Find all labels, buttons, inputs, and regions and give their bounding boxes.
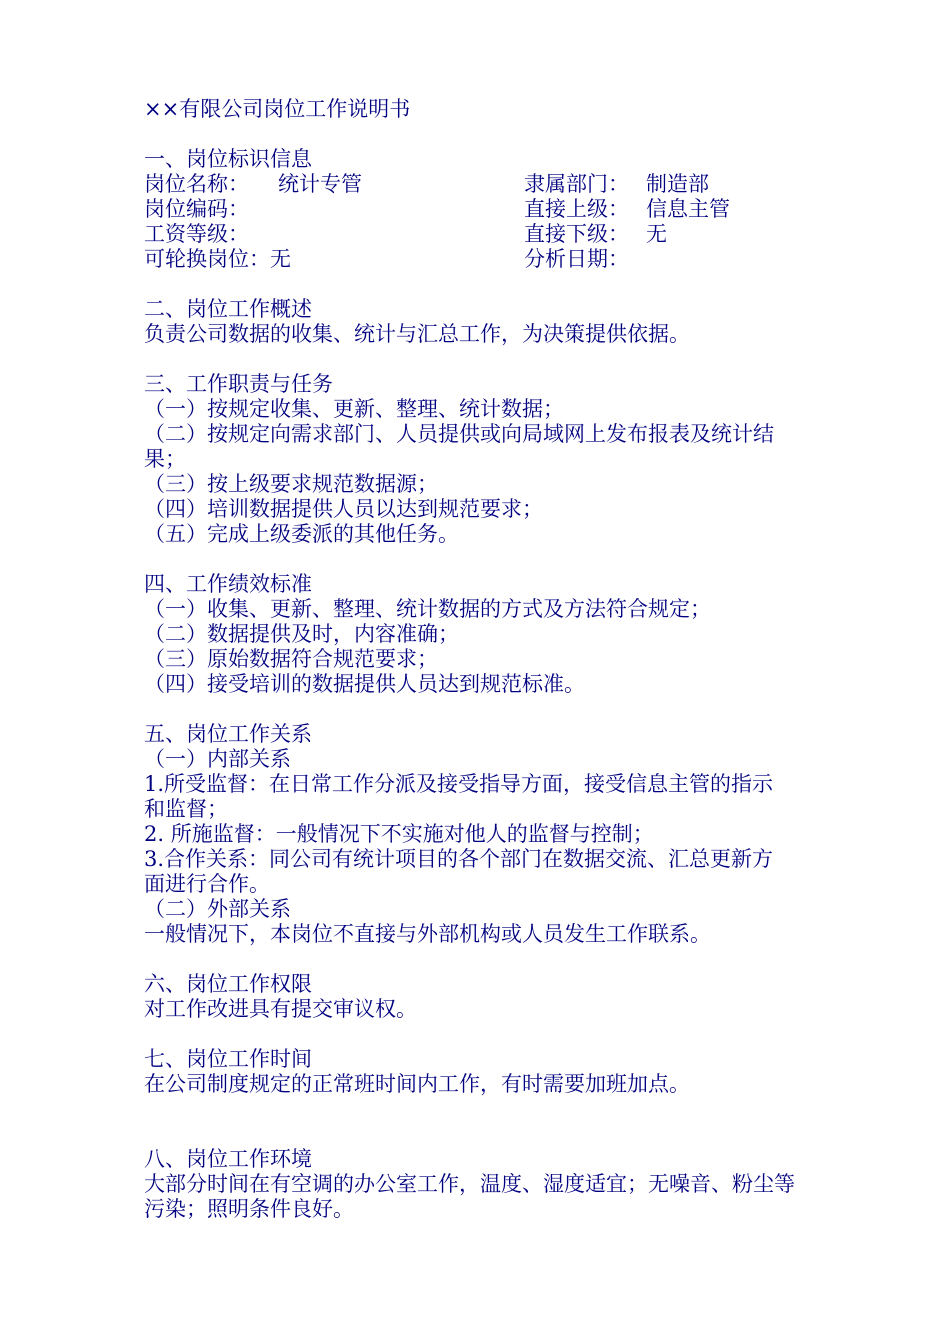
body-line: 负责公司数据的收集、统计与汇总工作，为决策提供依据。 xyxy=(144,322,690,346)
body-line: 果； xyxy=(144,447,186,471)
info-label: 岗位名称： xyxy=(144,172,249,196)
info-value: 统计专管 xyxy=(278,172,362,196)
info-row xyxy=(144,247,824,272)
info-label: 直接上级： xyxy=(524,197,629,221)
section-heading: 三、工作职责与任务 xyxy=(144,372,333,396)
section-heading: 六、岗位工作权限 xyxy=(144,972,312,996)
info-value: 无 xyxy=(646,222,667,246)
document-page xyxy=(144,97,824,1222)
info-label: 隶属部门： xyxy=(524,172,629,196)
section-heading: 一、岗位标识信息 xyxy=(144,147,312,171)
info-value: 信息主管 xyxy=(646,197,730,221)
body-line: 2. 所施监督：一般情况下不实施对他人的监督与控制； xyxy=(144,822,654,846)
body-line: （一）内部关系 xyxy=(144,747,291,771)
body-line: （一）收集、更新、整理、统计数据的方式及方法符合规定； xyxy=(144,597,711,621)
document-title: ××有限公司岗位工作说明书 xyxy=(144,97,411,121)
info-label: 岗位编码： xyxy=(144,197,249,221)
body-line: （三）按上级要求规范数据源； xyxy=(144,472,438,496)
body-line: （二）外部关系 xyxy=(144,897,291,921)
body-line: （二）按规定向需求部门、人员提供或向局域网上发布报表及统计结 xyxy=(144,422,774,446)
info-label: 工资等级： xyxy=(144,222,249,246)
info-label: 分析日期： xyxy=(524,247,629,271)
body-line: 对工作改进具有提交审议权。 xyxy=(144,997,417,1021)
body-line: （五）完成上级委派的其他任务。 xyxy=(144,522,459,546)
body-line: （二）数据提供及时，内容准确； xyxy=(144,622,459,646)
info-row xyxy=(144,172,824,197)
info-value: 无 xyxy=(270,247,291,271)
section-heading: 二、岗位工作概述 xyxy=(144,297,312,321)
body-line: （一）按规定收集、更新、整理、统计数据； xyxy=(144,397,564,421)
info-row xyxy=(144,222,824,247)
body-line: （三）原始数据符合规范要求； xyxy=(144,647,438,671)
body-line: 污染；照明条件良好。 xyxy=(144,1197,354,1221)
body-line: （四）接受培训的数据提供人员达到规范标准。 xyxy=(144,672,585,696)
body-line: 大部分时间在有空调的办公室工作，温度、湿度适宜；无噪音、粉尘等 xyxy=(144,1172,795,1196)
body-line: 3.合作关系：同公司有统计项目的各个部门在数据交流、汇总更新方 xyxy=(144,847,774,871)
section-heading: 八、岗位工作环境 xyxy=(144,1147,312,1171)
body-line: 在公司制度规定的正常班时间内工作，有时需要加班加点。 xyxy=(144,1072,690,1096)
body-line: 一般情况下，本岗位不直接与外部机构或人员发生工作联系。 xyxy=(144,922,711,946)
info-label: 直接下级： xyxy=(524,222,629,246)
body-line: 和监督； xyxy=(144,797,228,821)
info-value: 制造部 xyxy=(646,172,709,196)
info-label: 可轮换岗位： xyxy=(144,247,270,271)
section-heading: 四、工作绩效标准 xyxy=(144,572,312,596)
body-line: 面进行合作。 xyxy=(144,872,270,896)
body-line: 1.所受监督：在日常工作分派及接受指导方面，接受信息主管的指示 xyxy=(144,772,774,796)
body-line: （四）培训数据提供人员以达到规范要求； xyxy=(144,497,543,521)
info-row xyxy=(144,197,824,222)
section-heading: 五、岗位工作关系 xyxy=(144,722,312,746)
section-heading: 七、岗位工作时间 xyxy=(144,1047,312,1071)
